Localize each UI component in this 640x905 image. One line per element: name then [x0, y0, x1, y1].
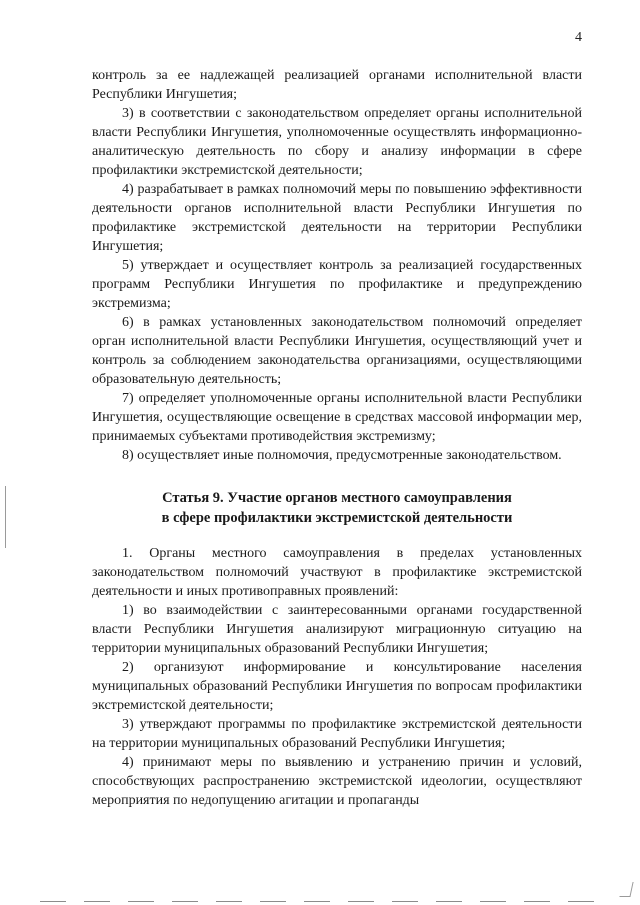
document-body — [92, 66, 582, 810]
scan-artifact-corner — [619, 882, 633, 897]
article-heading — [92, 488, 582, 528]
paragraph-item-8: 8) осуществляет иные полномочия, предусмотренные законодательством. — [122, 448, 562, 463]
page-number: 4 — [575, 30, 582, 45]
paragraph-article-9-item-3: 3) утверждают программы по профилактике экстремистской деятельности на территории муниципальных образований Республики Ингушетия; — [92, 717, 582, 751]
paragraph-article-9-item-2: 2) организуют информирование и консультирование населения муниципальных образований Республики Ингушетия по вопросам профилактики экстремистской деятельности; — [92, 660, 582, 713]
article-heading-line2: в сфере профилактики экстремистской деятельности — [161, 510, 513, 526]
paragraph-continuation: контроль за ее надлежащей реализацией органами исполнительной власти Республики Ингушетия; — [92, 68, 582, 102]
paragraph-item-5: 5) утверждает и осуществляет контроль за реализацией государственных программ Республики Ингушетия по профилактике и предупреждению экстремизма; — [92, 258, 582, 311]
paragraph-item-6: 6) в рамках установленных законодательством полномочий определяет орган исполнительной власти Республики Ингушетия, осуществляющий учет и контроль за соблюдением законодательства организациями, осуществляющими образовательную деятельность; — [92, 315, 582, 387]
scan-artifact-left — [5, 486, 6, 548]
article-heading-line1: Статья 9. Участие органов местного самоуправления — [162, 490, 512, 506]
paragraph-item-4: 4) разрабатывает в рамках полномочий меры по повышению эффективности деятельности органов исполнительной власти Республики Ингушетия по профилактике экстремистской деятельности на территории Республики Ингушетия; — [92, 182, 582, 254]
paragraph-item-3: 3) в соответствии с законодательством определяет органы исполнительной власти Республики Ингушетия, уполномоченные осуществлять информационно-аналитическую деятельность по сбору и анализу информации в сфере профилактики экстремистской деятельности; — [92, 106, 582, 178]
paragraph-item-7: 7) определяет уполномоченные органы исполнительной власти Республики Ингушетия, осуществляющие освещение в средствах массовой информации мер, принимаемых субъектами противодействия экстремизму; — [92, 391, 582, 444]
paragraph-article-9-part-1: 1. Органы местного самоуправления в пределах установленных законодательством полномочий участвуют в профилактике экстремистской деятельности и иных противоправных проявлений: — [92, 546, 582, 599]
scan-artifact-bottom — [40, 901, 600, 902]
paragraph-article-9-item-4: 4) принимают меры по выявлению и устранению причин и условий, способствующих распространению экстремистской идеологии, осуществляют мероприятия по недопущению агитации и пропаганды — [92, 755, 582, 808]
paragraph-article-9-item-1: 1) во взаимодействии с заинтересованными органами государственной власти Республики Ингушетия анализируют миграционную ситуацию на территории муниципальных образований Республики Ингушетия; — [92, 603, 582, 656]
